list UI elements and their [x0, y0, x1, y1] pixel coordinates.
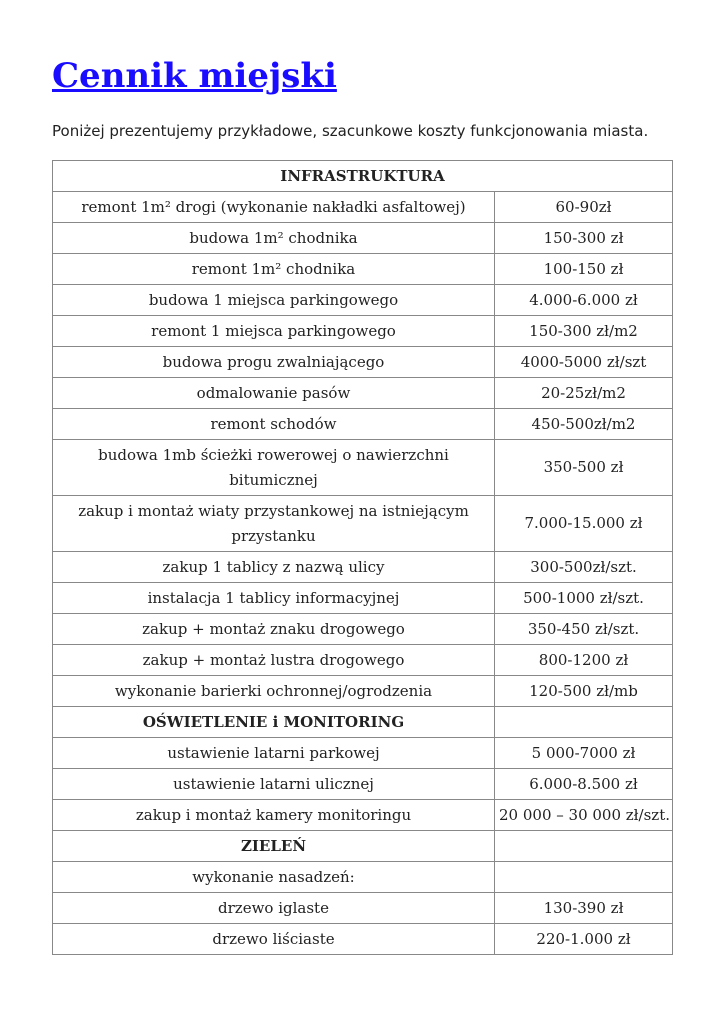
- price-cell: 4.000-6.000 zł: [495, 285, 673, 316]
- price-cell: 450-500zł/m2: [495, 409, 673, 440]
- table-row: [53, 893, 673, 924]
- item-cell: remont schodów: [53, 409, 495, 440]
- table-row: [53, 738, 673, 769]
- page-title[interactable]: Cennik miejski: [52, 56, 337, 96]
- item-cell: budowa 1m² chodnika: [53, 223, 495, 254]
- price-cell: 7.000-15.000 zł: [495, 496, 673, 552]
- item-cell: budowa progu zwalniającego: [53, 347, 495, 378]
- price-cell: 350-500 zł: [495, 440, 673, 496]
- section-header-oswietlenie: OŚWIETLENIE i MONITORING: [53, 707, 495, 738]
- intro-paragraph: Poniżej prezentujemy przykładowe, szacunkowe koszty funkcjonowania miasta.: [52, 122, 649, 140]
- item-cell: remont 1 miejsca parkingowego: [53, 316, 495, 347]
- price-cell: 350-450 zł/szt.: [495, 614, 673, 645]
- table-row: [53, 862, 673, 893]
- item-cell: ustawienie latarni parkowej: [53, 738, 495, 769]
- item-cell: odmalowanie pasów: [53, 378, 495, 409]
- price-cell: 220-1.000 zł: [495, 924, 673, 955]
- price-cell: 120-500 zł/mb: [495, 676, 673, 707]
- price-cell: 130-390 zł: [495, 893, 673, 924]
- item-cell: ustawienie latarni ulicznej: [53, 769, 495, 800]
- item-cell: remont 1m² drogi (wykonanie nakładki asfaltowej): [53, 192, 495, 223]
- table-row: [53, 924, 673, 955]
- section-header-infrastruktura: INFRASTRUKTURA: [53, 161, 673, 192]
- table-row: [53, 409, 673, 440]
- table-row: [53, 378, 673, 409]
- section-header-row: [53, 831, 673, 862]
- price-cell: 800-1200 zł: [495, 645, 673, 676]
- table-row: [53, 223, 673, 254]
- table-row: [53, 645, 673, 676]
- table-row: [53, 614, 673, 645]
- item-cell: remont 1m² chodnika: [53, 254, 495, 285]
- item-cell: budowa 1mb ścieżki rowerowej o nawierzchni bitumicznej: [53, 440, 495, 496]
- table-row: [53, 285, 673, 316]
- item-cell: zakup i montaż wiaty przystankowej na istniejącym przystanku: [53, 496, 495, 552]
- table-row: [53, 316, 673, 347]
- table-row: [53, 800, 673, 831]
- table-row: [53, 496, 673, 552]
- table-row: [53, 192, 673, 223]
- price-cell: 20-25zł/m2: [495, 378, 673, 409]
- item-cell: budowa 1 miejsca parkingowego: [53, 285, 495, 316]
- price-cell: 300-500zł/szt.: [495, 552, 673, 583]
- item-cell: drzewo liściaste: [53, 924, 495, 955]
- empty-cell: [495, 831, 673, 862]
- item-cell: wykonanie barierki ochronnej/ogrodzenia: [53, 676, 495, 707]
- item-cell: zakup + montaż znaku drogowego: [53, 614, 495, 645]
- table-row: [53, 583, 673, 614]
- price-cell: 100-150 zł: [495, 254, 673, 285]
- table-row: [53, 769, 673, 800]
- table-row: [53, 676, 673, 707]
- item-cell: wykonanie nasadzeń:: [53, 862, 495, 893]
- table-row: [53, 440, 673, 496]
- price-cell: 20 000 – 30 000 zł/szt.: [495, 800, 673, 831]
- empty-cell: [495, 707, 673, 738]
- item-cell: drzewo iglaste: [53, 893, 495, 924]
- price-cell: [495, 862, 673, 893]
- item-cell: zakup 1 tablicy z nazwą ulicy: [53, 552, 495, 583]
- section-header-row: [53, 707, 673, 738]
- table-row: [53, 552, 673, 583]
- price-cell: 6.000-8.500 zł: [495, 769, 673, 800]
- item-cell: zakup i montaż kamery monitoringu: [53, 800, 495, 831]
- price-cell: 4000-5000 zł/szt: [495, 347, 673, 378]
- price-cell: 150-300 zł: [495, 223, 673, 254]
- item-cell: zakup + montaż lustra drogowego: [53, 645, 495, 676]
- table-row: [53, 254, 673, 285]
- item-cell: instalacja 1 tablicy informacyjnej: [53, 583, 495, 614]
- table-row: [53, 347, 673, 378]
- price-cell: 5 000-7000 zł: [495, 738, 673, 769]
- price-cell: 500-1000 zł/szt.: [495, 583, 673, 614]
- price-cell: 60-90zł: [495, 192, 673, 223]
- section-header-zielen: ZIELEŃ: [53, 831, 495, 862]
- price-table: [52, 160, 673, 955]
- section-header-row: [53, 161, 673, 192]
- price-cell: 150-300 zł/m2: [495, 316, 673, 347]
